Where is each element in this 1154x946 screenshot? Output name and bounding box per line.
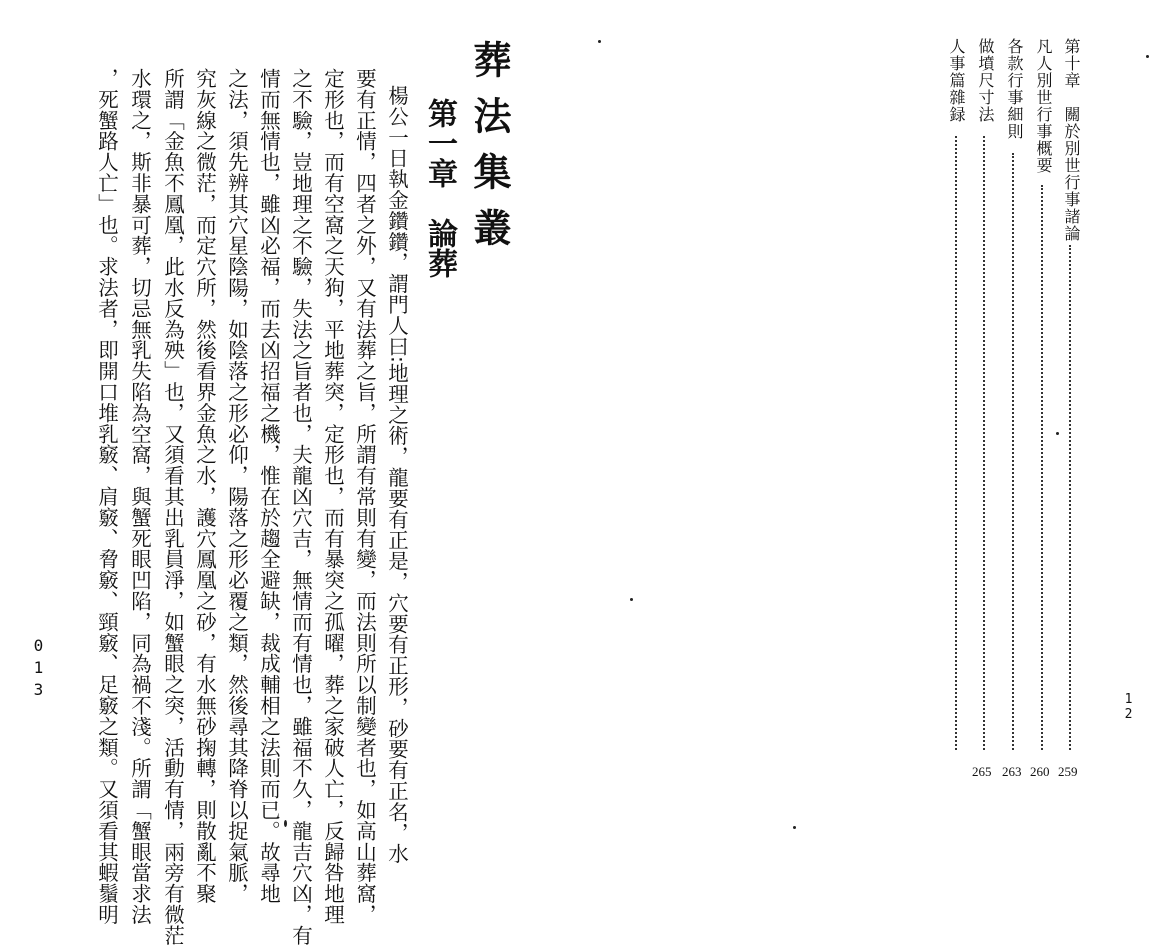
scan-speck — [284, 820, 287, 827]
toc-leader-dots — [1069, 245, 1071, 750]
paragraph-line: 定形也，而有空窩之天狗，平地葬突，定形也，而有暴突之孤曜，葬之家破人亡，反歸咎地理 — [320, 68, 345, 925]
toc-entry-label: 做墳尺寸法 — [976, 38, 995, 123]
toc-leader-dots — [955, 136, 957, 750]
paragraph-line: 要有正情，四者之外，又有法葬之旨，所謂有常則有變，而法則所以制變者也，如高山葬窩， — [352, 68, 377, 925]
paragraph-line: 究灰線之微茫，而定穴所，然後看界金魚之水，護穴鳳凰之砂，有水無砂掬轉，則散亂不聚 — [192, 68, 217, 904]
paragraph-line: 楊公一日執金鑽鑽，謂門人曰∶地理之術，龍要有正是，穴要有正形，砂要有正名，水 — [384, 85, 409, 865]
toc-entry-page: 265 — [972, 764, 992, 779]
toc-leader-dots — [983, 136, 985, 750]
scan-speck — [1056, 432, 1059, 435]
paragraph-line: 水環之，斯非暴可葬，切忌無乳失陷為空窩，與蟹死眼凹陷，同為禍不淺。所謂「蟹眼當求法 — [127, 68, 152, 925]
page-number-left: 013 — [29, 636, 48, 702]
toc-entry-page: 259 — [1058, 764, 1078, 779]
toc-leader-dots — [1041, 185, 1043, 750]
toc-entry-label: 凡人別世行事概要 — [1034, 38, 1053, 174]
scan-speck — [630, 598, 633, 601]
page-number-right: 12 — [1121, 692, 1136, 722]
paragraph-line: 之法，須先辨其穴星陰陽，如陰落之形必仰，陽落之形必覆之類，然後尋其降脊以捉氣脈， — [224, 68, 249, 904]
toc-entry-page: 260 — [1030, 764, 1050, 779]
toc-entry-label: 第十章 關於別世行事諸論 — [1062, 38, 1081, 242]
toc-entry-page: 263 — [1002, 764, 1022, 779]
paragraph-line: 所謂「金魚不鳳凰，此水反為殃」也，又須看其出乳員淨，如蟹眼之突，活動有情，兩旁有微茫 — [160, 68, 185, 946]
toc-entry-label: 各款行事細則 — [1005, 38, 1024, 140]
paragraph-line: 之不驗，豈地理之不驗，失法之旨者也，夫龍凶穴吉，無情而有情也，雖福不久，龍吉穴凶，有 — [288, 68, 313, 946]
paragraph-line: ，死蟹路人亡」也。求法者，即開口堆乳竅、肩竅、脅竅、頸竅、足竅之類。又須看其蝦鬚明 — [94, 68, 119, 925]
toc-leader-dots — [1012, 153, 1014, 750]
book-title: 葬法集叢 — [467, 40, 512, 264]
scan-speck — [793, 826, 796, 829]
scan-speck — [598, 40, 601, 43]
paragraph-line: 情而無情也，雖凶必福，而去凶招福之機，惟在於趨全避缺，裁成輔相之法則而已。故尋地 — [256, 68, 281, 904]
scan-speck — [1146, 55, 1149, 58]
chapter-title: 第一章 論葬 — [422, 98, 457, 278]
toc-entry-label: 人事篇雜録 — [947, 38, 966, 123]
